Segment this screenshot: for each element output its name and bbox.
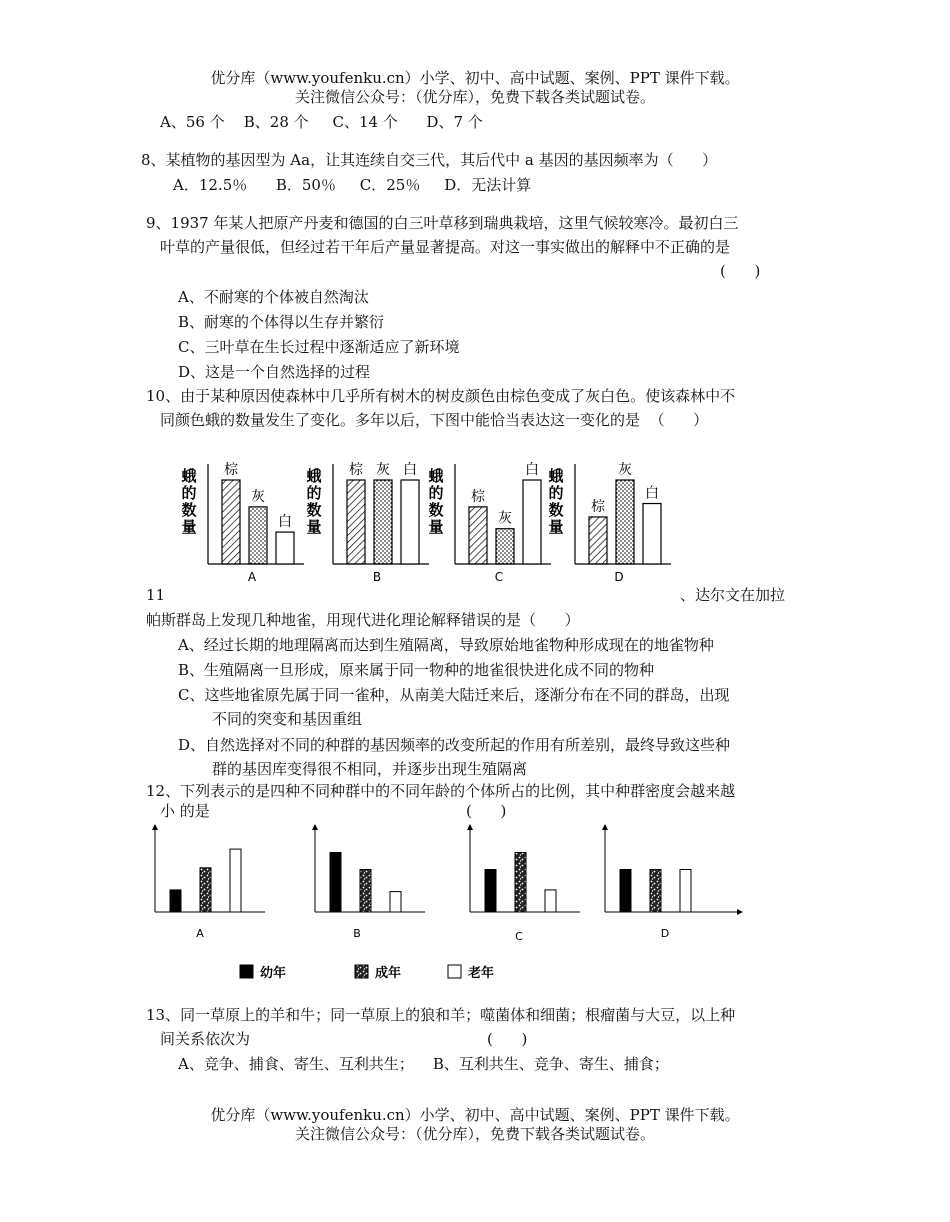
age-bar-B-0 [330,853,341,913]
age-bar-C-1 [515,853,526,913]
age-bar-D-2 [680,870,691,913]
age-xaxis-arrow-D [737,909,743,915]
age-yaxis-arrow-D [602,824,608,830]
moth-bar-C-2 [523,480,541,564]
moth-bar-label-A-2: 白 [278,514,292,531]
footer-line-1: 优分库（www.youfenku.cn）小学、初中、高中试题、案例、PPT 课件下载。 [210,1106,740,1124]
moth-ylabel-C-0: 蛾 [428,467,444,485]
q9-stem-2: 叶草的产量很低，但经过若干年后产量显著提高。对这一事实做出的解释中不正确的是 [160,238,731,256]
q10-stem-2: 同颜色蛾的数量发生了变化。多年以后，下图中能恰当表达这一变化的是 （ ） [160,411,709,429]
moth-bar-label-D-1: 灰 [618,462,632,478]
header-line-1: 优分库（www.youfenku.cn）小学、初中、高中试题、案例、PPT 课件下载。 [210,69,740,87]
footer-line-2: 关注微信公众号：（优分库），免费下载各类试题试卷。 [294,1125,655,1143]
age-legend-label-1: 成年 [375,966,402,981]
moth-bar-label-B-2: 白 [403,462,417,478]
q11-stem-2: 帕斯群岛上发现几种地雀，用现代进化理论解释错误的是（ ） [146,611,580,629]
q7-options: A、56 个 B、28 个 C、14 个 D、7 个 [160,113,483,131]
q11-option-b: B、生殖隔离一旦形成，原来属于同一物种的地雀很快进化成不同的物种 [178,661,655,679]
q11-option-a: A、经过长期的地理隔离而达到生殖隔离，导致原始地雀物种形成现在的地雀物种 [178,636,714,654]
moth-bar-label-C-0: 棕 [471,488,485,505]
age-panel-label-C: C [515,930,523,943]
q11-option-d-1: D、自然选择对不同的种群的基因频率的改变所起的作用有所差别，最终导致这些种 [178,736,731,754]
moth-bar-D-1 [616,480,634,564]
moth-ylabel-C-2: 数 [428,501,444,519]
q11-stem-right: 、达尔文在加拉 [680,586,786,604]
moth-ylabel-A-0: 蛾 [181,467,197,485]
age-bar-C-0 [485,870,496,913]
age-chart [140,820,760,990]
moth-bar-A-1 [249,507,267,564]
q9-option-d: D、这是一个自然选择的过程 [178,363,371,381]
moth-bar-label-B-0: 棕 [349,462,363,478]
q10-stem-1: 10、由于某种原因使森林中几乎所有树木的树皮颜色由棕色变成了灰白色。使该森林中不 [146,387,736,405]
age-yaxis-arrow-A [152,824,158,830]
moth-panel-label-D: D [614,570,624,584]
q12-paren: ( ) [466,802,507,820]
age-bar-A-0 [170,890,181,912]
moth-bar-B-0 [347,480,365,564]
moth-bar-C-1 [496,529,514,564]
q9-stem-1: 9、1937 年某人把原产丹麦和德国的白三叶草移到瑞典栽培，这里气候较寒冷。最初白三 [146,214,739,232]
moth-ylabel-D-0: 蛾 [548,467,564,485]
moth-ylabel-D-2: 数 [548,501,564,519]
age-panel-label-D: D [660,927,670,940]
moth-panel-label-B: B [372,570,382,584]
age-bar-B-1 [360,870,371,913]
q13-stem-1: 13、同一草原上的羊和牛；同一草原上的狼和羊；噬菌体和细菌；根瘤菌与大豆，以上种 [146,1006,736,1024]
age-panel-label-B: B [353,927,361,940]
q11-option-c-1: C、这些地雀原先属于同一雀种，从南美大陆迁来后，逐渐分布在不同的群岛，出现 [178,686,730,704]
q13-paren: ( ) [487,1030,528,1048]
moth-ylabel-C-1: 的 [428,484,444,502]
age-legend-swatch-2 [448,965,461,978]
header-line-2: 关注微信公众号：（优分库），免费下载各类试题试卷。 [294,88,655,106]
q11-number: 11 [146,586,166,604]
q12-stem-1: 12、下列表示的是四种不同种群中的不同年龄的个体所占的比例，其中种群密度会越来越 [146,782,736,800]
moth-bar-D-2 [643,504,661,564]
q13-stem-2: 间关系依次为 [160,1030,251,1048]
moth-panel-label-C: C [494,570,504,584]
moth-panel-label-A: A [247,570,257,584]
age-bar-A-1 [200,868,211,912]
moth-ylabel-A-1: 的 [181,484,197,502]
q8-stem: 8、某植物的基因型为 Aa，让其连续自交三代，其后代中 a 基因的基因频率为（ ） [141,151,718,169]
moth-bar-B-1 [374,480,392,564]
age-panel-label-A: A [196,927,204,940]
moth-bar-label-C-2: 白 [525,462,539,478]
q11-option-c-2: 不同的突变和基因重组 [212,710,363,728]
moth-ylabel-B-2: 数 [306,501,322,519]
q9-paren: ( ) [720,262,761,280]
age-yaxis-arrow-B [312,824,318,830]
q13-options: A、竞争、捕食、寄生、互利共生； B、互利共生、竞争、寄生、捕食； [178,1055,669,1073]
moth-bar-label-A-0: 棕 [224,462,238,478]
age-bar-A-2 [230,849,241,912]
moth-bar-B-2 [401,480,419,564]
moth-bar-label-B-1: 灰 [376,462,390,478]
moth-ylabel-A-2: 数 [181,501,197,519]
q8-options: A．12.5％ B．50％ C．25％ D．无法计算 [173,176,532,194]
q11-option-d-2: 群的基因库变得很不相同，并逐步出现生殖隔离 [212,760,528,778]
q9-option-b: B、耐寒的个体得以生存并繁衍 [178,313,385,331]
age-legend-swatch-1 [355,965,368,978]
age-bar-D-1 [650,870,661,913]
age-yaxis-arrow-C [467,824,473,830]
moth-bar-A-0 [222,480,240,564]
moth-chart [180,448,680,588]
q9-option-c: C、三叶草在生长过程中逐渐适应了新环境 [178,338,460,356]
moth-bar-C-0 [469,507,487,564]
moth-bar-label-D-0: 棕 [591,498,605,515]
moth-ylabel-C-3: 量 [428,518,444,536]
moth-bar-A-2 [276,532,294,564]
age-legend-label-2: 老年 [468,966,495,981]
age-legend-swatch-0 [240,965,253,978]
moth-bar-label-D-2: 白 [645,485,659,502]
moth-bar-label-A-1: 灰 [251,488,265,505]
moth-bar-label-C-1: 灰 [498,510,512,527]
moth-ylabel-D-3: 量 [548,518,564,536]
moth-ylabel-D-1: 的 [548,484,564,502]
moth-ylabel-B-3: 量 [306,518,322,536]
moth-ylabel-B-1: 的 [306,484,322,502]
moth-ylabel-B-0: 蛾 [306,467,322,485]
age-bar-D-0 [620,870,631,913]
age-bar-B-2 [390,892,401,912]
q12-stem-2: 小 的是 [160,802,210,820]
age-legend-label-0: 幼年 [260,966,287,981]
q9-option-a: A、不耐寒的个体被自然淘汰 [178,288,369,306]
age-bar-C-2 [545,890,556,912]
moth-ylabel-A-3: 量 [181,518,197,536]
moth-bar-D-0 [589,517,607,564]
